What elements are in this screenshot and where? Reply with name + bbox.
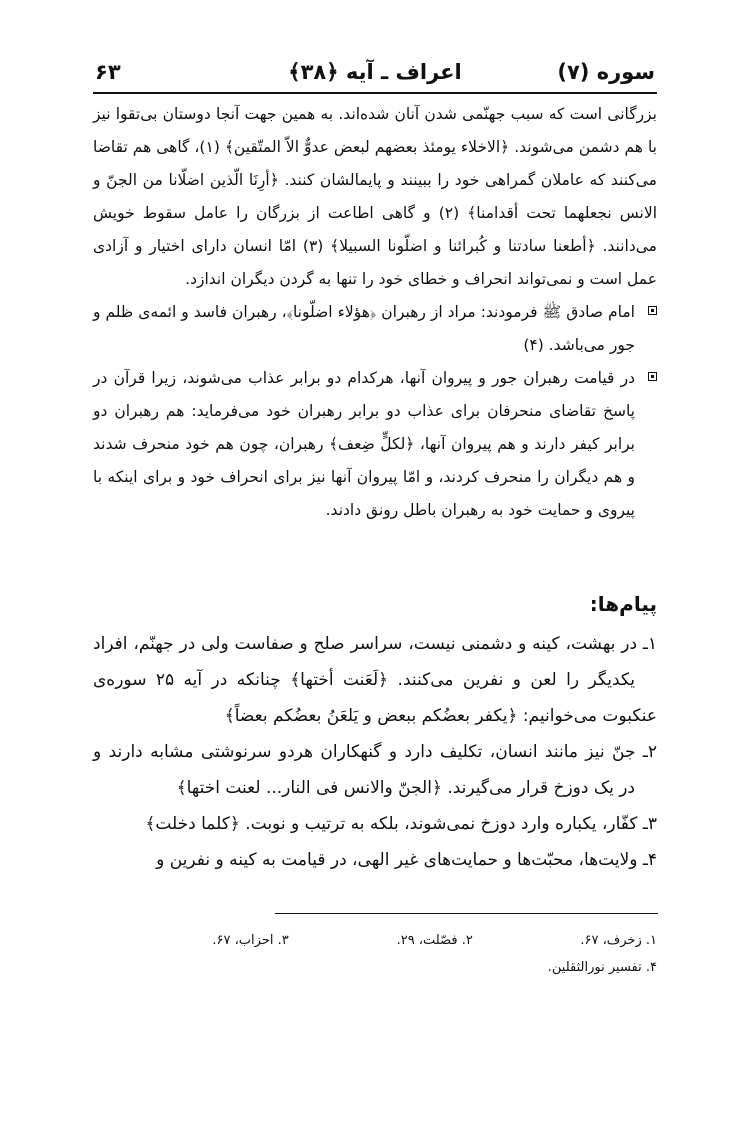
message-lead: ۱ـ در بهشت، کینه و دشمنی نیست، سراسر صلح و صفاست ولی در جهنّم، افراد xyxy=(93,634,657,654)
footnote-row xyxy=(117,960,657,975)
square-bullet-icon xyxy=(648,306,657,315)
bullet-text: امام صادق ﷺ فرمودند: مراد از رهبران ﴿هؤلاء اضلّونا﴾، رهبران فاسد و ائمه‌ی ظلم و جور می‌باشد. (۴) xyxy=(93,303,635,354)
bullet-point xyxy=(93,362,657,527)
message-item xyxy=(93,626,657,734)
message-item xyxy=(93,842,657,878)
running-header xyxy=(95,58,655,92)
footnote-4: ۴. تفسیر نورالثقلین. xyxy=(547,960,657,975)
message-continuation: در یک دوزخ قرار می‌گیرند. ﴿الجنّ والانس فی النار... لعنت اختها﴾ xyxy=(176,778,635,798)
chapter-label: سوره (۷) xyxy=(557,60,655,84)
page-number: ۶۳ xyxy=(95,60,121,84)
footnote-divider xyxy=(275,913,658,914)
surah-verse-reference: اعراف ـ آیه ﴿۳۸﴾ xyxy=(288,60,462,84)
commentary-paragraph: بزرگانی است که سبب جهنّمی شدن آنان شده‌اند. به همین جهت آنجا دوستان بی‌تقوا نیز با هم دشمن می‌شوند. ﴿الاخلاء یومئذ بعضهم لبعض عدوٌّ الاّ المتّقین﴾ (۱)، گاهی هم تقاضا می‌کنند که عاملان گمراهی خود را ببینند و پایمالشان کنند. ﴿أرِنَا الّذین اضلّانا من الجنّ و الانس نجعلهما تحت أقدامنا﴾ (۲) و گاهی اطاعت از بزرگان را عامل سقوط خویش می‌دانند. ﴿أطعنا سادتنا و کُبرائنا و اضلّونا السبیلا﴾ (۳) امّا انسان دارای اختیار و آزادی عمل است و نمی‌تواند انحراف و خطای خود را تنها به گردن دیگران اندازد. xyxy=(93,105,657,288)
footnote-3: ۳. احزاب، ۶۷. xyxy=(212,933,289,948)
footnote-1: ۱. زخرف، ۶۷. xyxy=(580,933,657,948)
message-lead: ۲ـ جنّ نیز مانند انسان، تکلیف دارد و گنهکاران هردو سرنوشتی مشابه دارند و xyxy=(93,742,657,762)
message-lead: ۴ـ ولایت‌ها، محبّت‌ها و حمایت‌های غیر الهی، در قیامت به کینه و نفرین و xyxy=(156,850,657,870)
message-continuation: یکدیگر را لعن و نفرین می‌کنند. ﴿لَعَنت أختها﴾ چنانکه در آیه ۲۵ سوره‌ی عنکبوت می‌خوانیم: ﴿یکفر بعضُکم ببعض و یَلعَنُ بعضُکم بعضاً﴾ xyxy=(93,670,657,726)
bullet-text: در قیامت رهبران جور و پیروان آنها، هرکدام دو برابر عذاب می‌شوند، زیرا قرآن در پاسخ تقاضای منحرفان برای عذاب دو برابر رهبران خود می‌فرماید: هم رهبران دو برابر کیفر دارند و هم پیروان آنها، ﴿لکلٍّ ضِعف﴾ رهبران، چون هم خود منحرف شدند و هم دیگران را منحرف کردند، و امّا پیروان آنها نیز برای انحراف خود و برای اینکه با پیروی و حمایت خود به رهبران باطل رونق دادند. xyxy=(93,369,635,519)
message-item xyxy=(93,806,657,842)
bullet-point xyxy=(93,296,657,362)
message-item xyxy=(93,734,657,806)
footnote-2: ۲. فصّلت، ۲۹. xyxy=(396,933,473,948)
header-divider xyxy=(93,92,657,94)
messages-list xyxy=(93,626,657,878)
square-bullet-icon xyxy=(648,372,657,381)
message-lead: ۳ـ کفّار، یکباره وارد دوزخ نمی‌شوند، بلکه به ترتیب و نوبت. ﴿کلما دخلت﴾ xyxy=(145,814,657,834)
footnote-row xyxy=(117,933,657,948)
messages-heading: پیام‌ها: xyxy=(589,592,657,616)
commentary-body xyxy=(93,98,657,527)
